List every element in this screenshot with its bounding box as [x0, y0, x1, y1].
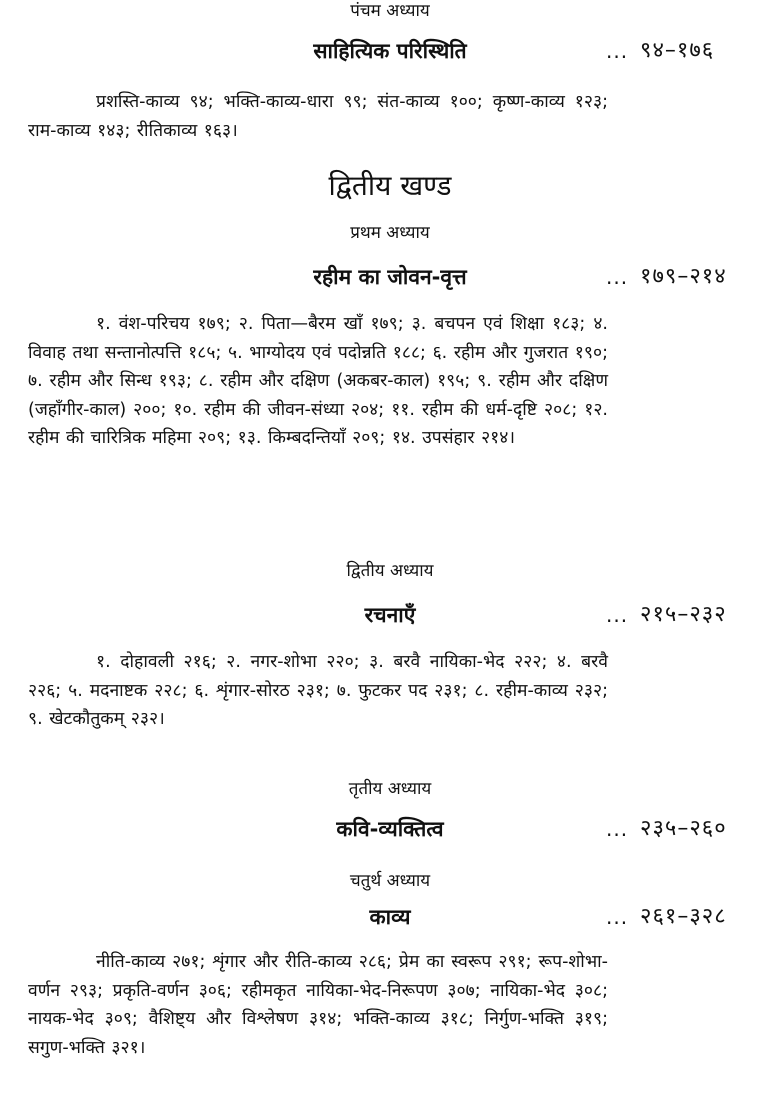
chapter-4-heading — [0, 902, 780, 932]
chapter-1-leader-dots: ... — [606, 265, 629, 289]
chapter-4-leader-dots: ... — [606, 905, 629, 929]
part-2-title: द्वितीय खण्ड — [328, 169, 452, 202]
chapter-4-title: काव्य — [369, 905, 411, 929]
chapter-5-title: साहित्यिक परिस्थिति — [313, 39, 467, 63]
chapter-3-title: कवि-व्यक्तित्व — [336, 817, 444, 841]
chapter-2-leader-dots: ... — [606, 603, 629, 627]
chapter-4-page-range: २६१–३२८ — [640, 904, 727, 929]
chapter-1-label: प्रथम अध्याय — [350, 223, 430, 243]
chapter-1-title: रहीम का जोवन-वृत्त — [313, 265, 467, 289]
chapter-4-contents: नीति-काव्य २७१; शृंगार और रीति-काव्य २८६; प्रेम का स्वरूप २९१; रूप-शोभा-वर्णन २९३; प्रकृति-वर्णन ३०६; रहीमकृत नायिका-भेद-निरूपण ३०७; नायिका-भेद ३०८; नायक-भेद ३०९; वैशिष्ट्य और विश्लेषण ३१४; भक्ति-काव्य ३१८; निर्गुण-भक्ति ३१९; सगुण-भक्ति ३२१। — [28, 952, 608, 1058]
chapter-2-contents: १. दोहावली २१६; २. नगर-शोभा २२०; ३. बरवै नायिका-भेद २२२; ४. बरवै २२६; ५. मदनाष्टक २२८; ६. शृंगार-सोरठ २३१; ७. फुटकर पद २३१; ८. रहीम-काव्य २३२; ९. खेटकौतुकम् २३२। — [28, 652, 608, 729]
chapter-5-label: पंचम अध्याय — [350, 1, 430, 21]
chapter-1-heading — [0, 262, 780, 292]
chapter-2-title: रचनाएँ — [364, 603, 416, 627]
chapter-2-page-range: २१५–२३२ — [640, 602, 727, 627]
chapter-1-contents: १. वंश-परिचय १७९; २. पिता—बैरम खाँ १७९; ३. बचपन एवं शिक्षा १८३; ४. विवाह तथा सन्तानोत्पत्ति १८५; ५. भाग्योदय एवं पदोन्नति १८८; ६. रहीम और गुजरात १९०; ७. रहीम और सिन्ध १९३; ८. रहीम और दक्षिण (अकबर-काल) १९५; ९. रहीम और दक्षिण (जहाँगीर-काल) २००; १०. रहीम की जीवन-संध्या २०४; ११. रहीम की धर्म-दृष्टि २०८; १२. रहीम की चारित्रिक महिमा २०९; १३. किम्बदन्तियाँ २०९; १४. उपसंहार २१४। — [28, 314, 608, 448]
chapter-4-label: चतुर्थ अध्याय — [349, 871, 431, 891]
chapter-2-heading — [0, 600, 780, 630]
chapter-1-page-range: १७९–२१४ — [640, 264, 727, 289]
chapter-3-page-range: २३५–२६० — [640, 816, 727, 841]
chapter-5-leader-dots: ... — [606, 39, 629, 63]
chapter-2-label: द्वितीय अध्याय — [346, 561, 434, 581]
chapter-3-leader-dots: ... — [606, 817, 629, 841]
chapter-5-heading — [0, 36, 780, 66]
chapter-5-page-range: ९४–१७६ — [640, 38, 715, 63]
chapter-3-heading — [0, 814, 780, 844]
chapter-3-label: तृतीय अध्याय — [348, 779, 432, 799]
chapter-5-contents: प्रशस्ति-काव्य ९४; भक्ति-काव्य-धारा ९९; संत-काव्य १००; कृष्ण-काव्य १२३; राम-काव्य १४३; रीतिकाव्य १६३। — [28, 92, 608, 141]
